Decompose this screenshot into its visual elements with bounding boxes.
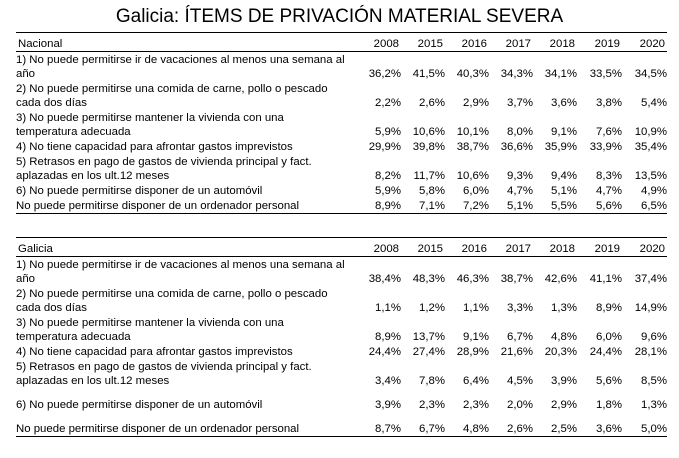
- row-label: [16, 286, 352, 315]
- value-cell: 2,6%: [507, 423, 533, 435]
- row-label: [16, 81, 352, 110]
- table-row: [16, 110, 667, 139]
- value-cell: 2,2%: [375, 97, 401, 109]
- row-label: [16, 183, 352, 198]
- value-cell: 7,2%: [463, 200, 489, 212]
- table-row: [16, 183, 667, 198]
- value-cell: 5,1%: [507, 200, 533, 212]
- value-cell: 2,0%: [507, 399, 533, 411]
- value-cell: 5,5%: [551, 200, 577, 212]
- year-header: 2019: [594, 38, 620, 50]
- value-cell: 24,4%: [368, 346, 401, 358]
- value-cell: 5,6%: [596, 200, 622, 212]
- value-cell: 2,3%: [463, 399, 489, 411]
- row-label-line: 2) No puede permitirse una comida de carne, pollo o pescado: [16, 288, 328, 300]
- value-cell: 41,5%: [412, 68, 445, 80]
- row-label-line: No puede permitirse disponer de un ordenador personal: [16, 200, 300, 212]
- value-cell: 27,4%: [412, 346, 445, 358]
- value-cell: 2,5%: [551, 423, 577, 435]
- value-cell: 36,6%: [500, 141, 533, 153]
- row-label-line: año: [16, 273, 36, 285]
- value-cell: 36,2%: [368, 68, 401, 80]
- value-cell: 14,9%: [634, 302, 667, 314]
- row-label-line: aplazadas en los ult.12 meses: [16, 375, 170, 387]
- year-header: 2018: [549, 243, 575, 255]
- value-cell: 6,4%: [463, 375, 489, 387]
- year-header: 2016: [461, 38, 487, 50]
- value-cell: 38,7%: [456, 141, 489, 153]
- table-row: [16, 257, 667, 287]
- row-label-line: 3) No puede permitirse mantener la vivienda con una: [16, 317, 284, 329]
- row-label: [16, 388, 352, 412]
- value-cell: 8,9%: [375, 200, 401, 212]
- year-header: 2008: [373, 38, 399, 50]
- value-cell: 5,4%: [641, 97, 667, 109]
- row-label-line: No puede permitirse disponer de un ordenador personal: [16, 423, 300, 435]
- value-cell: 6,7%: [419, 423, 445, 435]
- year-header: 2020: [639, 243, 665, 255]
- value-cell: 4,8%: [551, 331, 577, 343]
- value-cell: 4,8%: [463, 423, 489, 435]
- value-cell: 3,8%: [596, 97, 622, 109]
- header-row: [16, 238, 667, 257]
- value-cell: 3,6%: [551, 97, 577, 109]
- value-cell: 6,7%: [507, 331, 533, 343]
- row-label-line: 1) No puede permitirse ir de vacaciones al menos una semana al: [16, 259, 345, 271]
- value-cell: 11,7%: [413, 170, 445, 182]
- value-cell: 4,7%: [507, 185, 533, 197]
- value-cell: 33,9%: [589, 141, 622, 153]
- value-cell: 5,8%: [419, 185, 445, 197]
- value-cell: 6,0%: [596, 331, 622, 343]
- row-label-line: 4) No tiene capacidad para afrontar gastos imprevistos: [16, 346, 293, 358]
- value-cell: 4,7%: [596, 185, 622, 197]
- page-title: Galicia: ÍTEMS DE PRIVACIÓN MATERIAL SEVERA: [115, 6, 564, 27]
- value-cell: 7,1%: [419, 200, 445, 212]
- row-label: [16, 315, 352, 344]
- value-cell: 6,5%: [641, 200, 667, 212]
- value-cell: 42,6%: [544, 273, 577, 285]
- row-label: [16, 412, 352, 437]
- row-label-line: 6) No puede permitirse disponer de un automóvil: [16, 185, 263, 197]
- value-cell: 1,3%: [551, 302, 577, 314]
- value-cell: 10,1%: [456, 126, 489, 138]
- value-cell: 9,1%: [463, 331, 489, 343]
- value-cell: 4,5%: [507, 375, 533, 387]
- value-cell: 40,3%: [456, 68, 489, 80]
- row-label: [16, 198, 352, 214]
- value-cell: 10,9%: [634, 126, 667, 138]
- year-header: 2020: [639, 38, 665, 50]
- value-cell: 3,9%: [375, 399, 401, 411]
- value-cell: 8,0%: [507, 126, 533, 138]
- value-cell: 1,1%: [463, 302, 489, 314]
- table-row: [16, 286, 667, 315]
- year-header: 2018: [549, 38, 575, 50]
- value-cell: 1,1%: [375, 302, 401, 314]
- year-header: 2015: [417, 38, 443, 50]
- year-header: 2015: [417, 243, 443, 255]
- value-cell: 28,9%: [456, 346, 489, 358]
- table-row: [16, 344, 667, 359]
- row-label-line: cada dos días: [16, 97, 87, 109]
- row-label: [16, 110, 352, 139]
- value-cell: 9,6%: [641, 331, 667, 343]
- value-cell: 8,7%: [375, 423, 401, 435]
- value-cell: 4,9%: [641, 185, 667, 197]
- value-cell: 5,0%: [641, 423, 667, 435]
- value-cell: 2,6%: [419, 97, 445, 109]
- row-label-line: temperatura adecuada: [16, 331, 131, 343]
- value-cell: 5,6%: [596, 375, 622, 387]
- row-label-line: 5) Retrasos en pago de gastos de vivienda principal y fact.: [16, 156, 312, 168]
- table-row: [16, 52, 667, 82]
- region-name: Nacional: [18, 38, 63, 50]
- value-cell: 10,6%: [412, 126, 445, 138]
- row-label-line: aplazadas en los ult.12 meses: [16, 170, 170, 182]
- value-cell: 1,2%: [419, 302, 445, 314]
- value-cell: 5,9%: [375, 126, 401, 138]
- value-cell: 8,2%: [375, 170, 401, 182]
- value-cell: 8,9%: [375, 331, 401, 343]
- row-label: [16, 52, 352, 82]
- table-row: [16, 315, 667, 344]
- year-header: 2008: [373, 243, 399, 255]
- nacional-table: [16, 32, 667, 214]
- header-row: [16, 33, 667, 52]
- value-cell: 9,4%: [551, 170, 577, 182]
- value-cell: 6,0%: [463, 185, 489, 197]
- value-cell: 8,5%: [641, 375, 667, 387]
- value-cell: 28,1%: [634, 346, 667, 358]
- table-body: [16, 257, 667, 437]
- value-cell: 41,1%: [589, 273, 622, 285]
- value-cell: 46,3%: [456, 273, 489, 285]
- table-row: [16, 154, 667, 183]
- row-label-line: cada dos días: [16, 302, 87, 314]
- row-label: [16, 154, 352, 183]
- year-header: 2019: [594, 243, 620, 255]
- row-label-line: 6) No puede permitirse disponer de un automóvil: [16, 399, 263, 411]
- row-label-line: año: [16, 68, 36, 80]
- value-cell: 7,6%: [596, 126, 622, 138]
- row-label-line: 4) No tiene capacidad para afrontar gastos imprevistos: [16, 141, 293, 153]
- row-label: [16, 139, 352, 154]
- value-cell: 8,3%: [596, 170, 622, 182]
- value-cell: 34,5%: [634, 68, 667, 80]
- value-cell: 24,4%: [589, 346, 622, 358]
- value-cell: 38,7%: [500, 273, 533, 285]
- value-cell: 1,8%: [596, 399, 622, 411]
- value-cell: 48,3%: [412, 273, 445, 285]
- row-label-line: 3) No puede permitirse mantener la vivienda con una: [16, 112, 284, 124]
- row-label-line: 1) No puede permitirse ir de vacaciones al menos una semana al: [16, 54, 345, 66]
- row-label: [16, 359, 352, 388]
- value-cell: 21,6%: [500, 346, 533, 358]
- value-cell: 35,9%: [544, 141, 577, 153]
- value-cell: 7,8%: [419, 375, 445, 387]
- row-label: [16, 257, 352, 287]
- value-cell: 9,3%: [507, 170, 533, 182]
- value-cell: 13,7%: [412, 331, 445, 343]
- value-cell: 9,1%: [551, 126, 577, 138]
- year-header: 2017: [505, 38, 531, 50]
- value-cell: 2,3%: [419, 399, 445, 411]
- row-label-line: 5) Retrasos en pago de gastos de vivienda principal y fact.: [16, 361, 312, 373]
- row-label: [16, 344, 352, 359]
- value-cell: 33,5%: [589, 68, 622, 80]
- value-cell: 2,9%: [463, 97, 489, 109]
- value-cell: 13,5%: [634, 170, 667, 182]
- value-cell: 39,8%: [412, 141, 445, 153]
- row-label-line: 2) No puede permitirse una comida de carne, pollo o pescado: [16, 83, 328, 95]
- table-body: [16, 52, 667, 214]
- value-cell: 10,6%: [456, 170, 489, 182]
- value-cell: 1,3%: [641, 399, 667, 411]
- value-cell: 3,3%: [507, 302, 533, 314]
- galicia-table: [16, 237, 667, 437]
- value-cell: 35,4%: [634, 141, 667, 153]
- table-row: [16, 388, 667, 412]
- table-row: [16, 81, 667, 110]
- value-cell: 8,9%: [596, 302, 622, 314]
- year-header: 2017: [505, 243, 531, 255]
- value-cell: 5,1%: [551, 185, 577, 197]
- table-row: [16, 139, 667, 154]
- value-cell: 29,9%: [368, 141, 401, 153]
- value-cell: 20,3%: [544, 346, 577, 358]
- table-row: [16, 359, 667, 388]
- table-row: [16, 412, 667, 437]
- value-cell: 34,3%: [500, 68, 533, 80]
- value-cell: 3,7%: [507, 97, 533, 109]
- year-header: 2016: [461, 243, 487, 255]
- value-cell: 5,9%: [375, 185, 401, 197]
- row-label-line: temperatura adecuada: [16, 126, 131, 138]
- value-cell: 2,9%: [551, 399, 577, 411]
- value-cell: 38,4%: [368, 273, 401, 285]
- value-cell: 34,1%: [544, 68, 577, 80]
- value-cell: 3,9%: [551, 375, 577, 387]
- value-cell: 37,4%: [634, 273, 667, 285]
- table-row: [16, 198, 667, 214]
- region-name: Galicia: [18, 243, 53, 255]
- value-cell: 3,4%: [375, 375, 401, 387]
- value-cell: 3,6%: [596, 423, 622, 435]
